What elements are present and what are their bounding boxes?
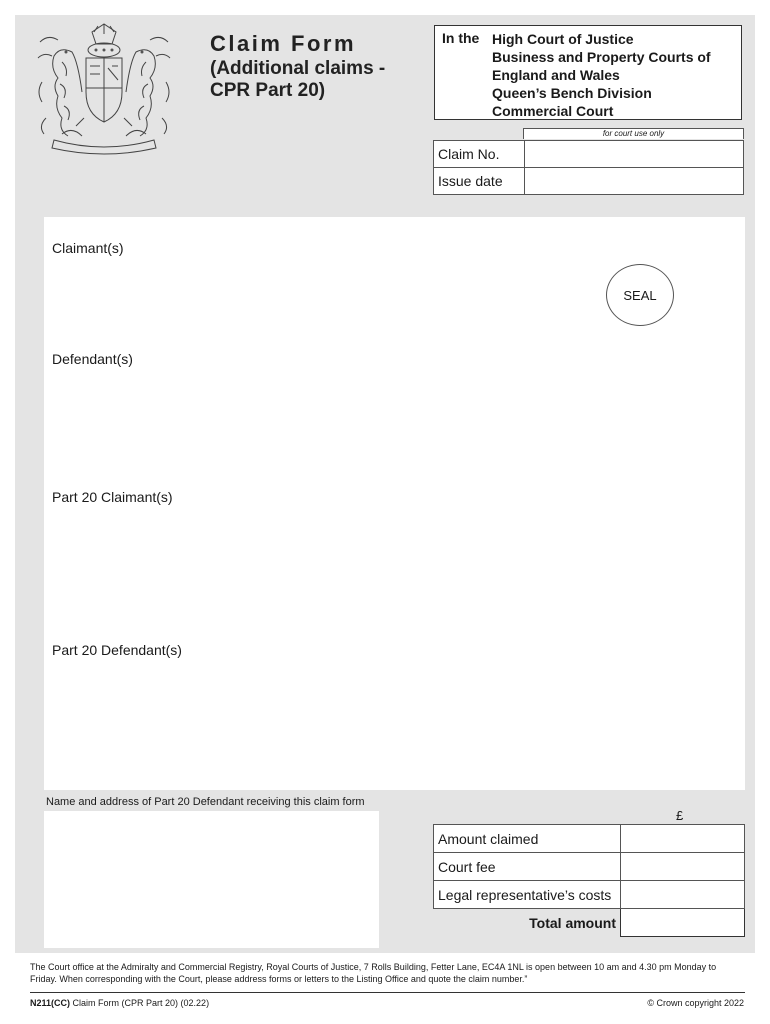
legal-costs-row (434, 881, 745, 909)
seal-stamp-area: SEAL (606, 264, 674, 326)
form-title-line3: CPR Part 20) (210, 80, 326, 101)
form-code: N211(CC) (30, 998, 71, 1008)
total-amount-label: Total amount (529, 914, 616, 931)
court-use-table (433, 140, 744, 195)
part20-defendant-address-label: Name and address of Part 20 Defendant receiving this claim form (46, 796, 365, 808)
court-use-only-note: for court use only (523, 128, 744, 139)
issue-date-row (434, 168, 744, 195)
defendants-label: Defendant(s) (52, 351, 133, 367)
royal-coat-of-arms-icon (32, 22, 176, 160)
amount-claimed-label: Amount claimed (434, 825, 621, 853)
court-name-box (434, 25, 742, 120)
legal-costs-label: Legal representative’s costs (434, 881, 621, 909)
in-the-label: In the (442, 30, 480, 46)
legal-costs-field[interactable] (621, 881, 745, 909)
court-line-queens-bench: Queen’s Bench Division (492, 85, 652, 101)
claim-no-label: Claim No. (434, 141, 525, 168)
total-amount-row (434, 909, 745, 937)
issue-date-label: Issue date (434, 168, 525, 195)
footer-divider (30, 992, 745, 993)
claimants-label: Claimant(s) (52, 240, 124, 256)
amounts-table (433, 824, 745, 937)
form-name: Claim Form (CPR Part 20) (02.22) (72, 998, 210, 1008)
form-title-line2: (Additional claims - (210, 58, 386, 79)
court-line-business-property: Business and Property Courts of (492, 49, 711, 65)
issue-date-field[interactable] (525, 168, 744, 195)
court-fee-label: Court fee (434, 853, 621, 881)
claim-no-field[interactable] (525, 141, 744, 168)
form-title-line1: Claim Form (210, 31, 357, 56)
court-office-notice: The Court office at the Admiralty and Commercial Registry, Royal Courts of Justice, 7 Rolls Building, Fetter Lane, EC4A 1NL is open between 10 am and 4.30 pm Monday to Friday. When corresponding with the Court, please address forms or letters to the Listing Office and quote the claim number.” (30, 962, 717, 984)
court-line-england-wales: England and Wales (492, 67, 620, 83)
currency-symbol: £ (676, 808, 684, 823)
claim-no-row (434, 141, 744, 168)
amount-claimed-row (434, 825, 745, 853)
court-line-high-court: High Court of Justice (492, 31, 634, 47)
court-line-commercial: Commercial Court (492, 103, 614, 119)
part20-defendants-label: Part 20 Defendant(s) (52, 642, 182, 658)
form-reference (30, 998, 209, 1008)
total-amount-field[interactable] (621, 909, 745, 937)
court-fee-field[interactable] (621, 853, 745, 881)
amount-claimed-field[interactable] (621, 825, 745, 853)
part20-defendant-address-field[interactable] (44, 811, 379, 948)
form-title (210, 30, 385, 102)
court-name-lines (492, 30, 711, 120)
court-fee-row (434, 853, 745, 881)
crown-copyright: © Crown copyright 2022 (647, 998, 744, 1008)
part20-claimants-label: Part 20 Claimant(s) (52, 489, 173, 505)
